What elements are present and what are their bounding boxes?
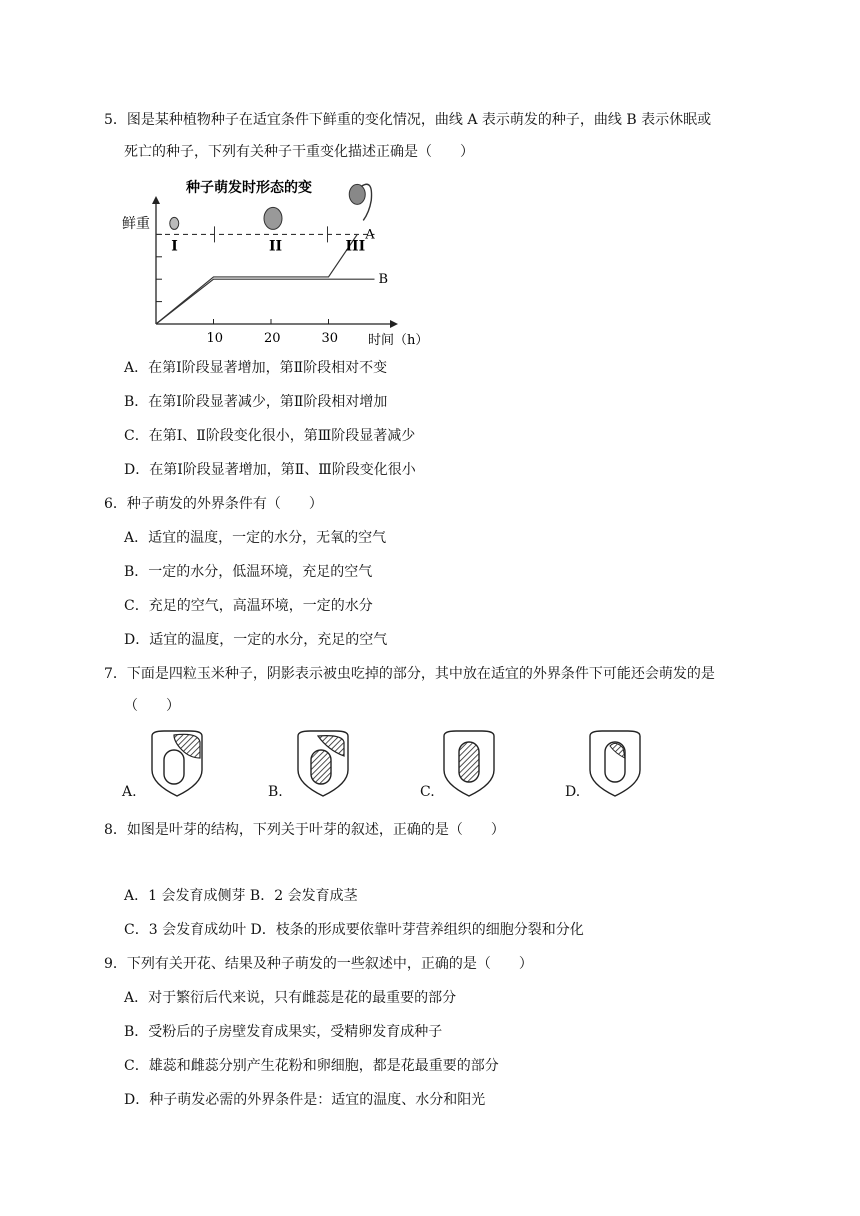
q5-number: 5． [104,112,127,128]
series-label-A: A [365,227,375,243]
q8-stem: 8．如图是叶芽的结构，下列关于叶芽的叙述，正确的是（ ） [104,822,505,838]
series-line-B [156,279,375,324]
q9-option-d[interactable]: D．种子萌发必需的外界条件是：适宜的温度、水分和阳光 [124,1092,486,1108]
seed-c [444,731,494,796]
q5-option-b[interactable]: B．在第Ⅰ阶段显著减少，第Ⅱ阶段相对增加 [124,394,388,410]
q9-stem: 9．下列有关开花、结果及种子萌发的一些叙述中，正确的是（ ） [104,956,533,972]
x-axis-arrow [390,320,398,328]
q6-option-c[interactable]: C．充足的空气，高温环境，一定的水分 [124,598,373,614]
seed-label-b[interactable]: B. [268,784,283,800]
q6-number: 6． [104,496,127,512]
q6-option-d[interactable]: D．适宜的温度，一定的水分，充足的空气 [124,632,388,648]
x-tick-label: 10 [206,331,224,346]
q9-option-b[interactable]: B．受粉后的子房壁发育成果实，受精卵发育成种子 [124,1024,443,1040]
seed-fresh-weight-chart [120,172,429,352]
seed-stage-1-icon [170,217,179,229]
seed-b [298,731,348,796]
chart-xlabel: 时间（h） [368,333,429,348]
seed-label-d[interactable]: D. [565,784,581,800]
seed-d [590,731,640,796]
q5-option-c[interactable]: C．在第Ⅰ、Ⅱ阶段变化很小，第Ⅲ阶段显著减少 [124,428,416,444]
seed-stage-2-icon [264,207,282,229]
q8-options-ab[interactable]: A．1 会发育成侧芽 B．2 会发育成茎 [124,888,358,904]
y-axis-arrow [152,196,160,204]
seed-a [152,731,202,796]
q5-option-d[interactable]: D．在第Ⅰ阶段显著增加，第Ⅱ、Ⅲ阶段变化很小 [124,462,416,478]
q5-option-a[interactable]: A．在第Ⅰ阶段显著增加，第Ⅱ阶段相对不变 [124,360,388,376]
q5-stem-line2: 死亡的种子，下列有关种子干重变化描述正确是（ ） [124,144,474,160]
q6-option-b[interactable]: B．一定的水分，低温环境，充足的空气 [124,564,373,580]
q9-option-a[interactable]: A．对于繁衍后代来说，只有雌蕊是花的最重要的部分 [124,990,457,1006]
stage-label-II: II [269,238,283,255]
q7-stem-line1: 7．下面是四粒玉米种子，阴影表示被虫吃掉的部分，其中放在适宜的外界条件下可能还会萌发的是 [104,666,715,682]
corn-seeds-figure [110,728,670,808]
seed-label-c[interactable]: C. [420,784,435,800]
q7-stem-line2: （ ） [124,698,180,714]
x-tick-label: 20 [264,331,281,346]
x-tick-label: 30 [321,331,339,346]
chart-title: 种子萌发时形态的变 [186,180,312,196]
q8-options-cd[interactable]: C．3 会发育成幼叶 D．枝条的形成要依靠叶芽营养组织的细胞分裂和分化 [124,922,584,938]
q6-stem: 6．种子萌发的外界条件有（ ） [104,496,323,512]
seed-stage-3-icon [349,184,365,204]
q9-number: 9． [104,956,127,972]
series-label-B: B [378,272,389,288]
seed-label-a[interactable]: A. [122,784,137,800]
stage-label-III: III [345,238,366,255]
chart-ticks [156,234,338,346]
q9-option-c[interactable]: C．雄蕊和雌蕊分别产生花粉和卵细胞，都是花最重要的部分 [124,1058,499,1074]
q8-number: 8． [104,822,127,838]
chart-stages [171,238,365,254]
stage-label-I: I [171,238,178,255]
q6-option-a[interactable]: A．适宜的温度，一定的水分，无氧的空气 [124,530,387,546]
q5-stem-line1: 5．图是某种植物种子在适宜条件下鲜重的变化情况，曲线 A 表示萌发的种子，曲线 B 表示休眠或 [104,112,712,128]
chart-ylabel: 鲜重 [122,216,150,232]
q7-number: 7． [104,666,127,682]
